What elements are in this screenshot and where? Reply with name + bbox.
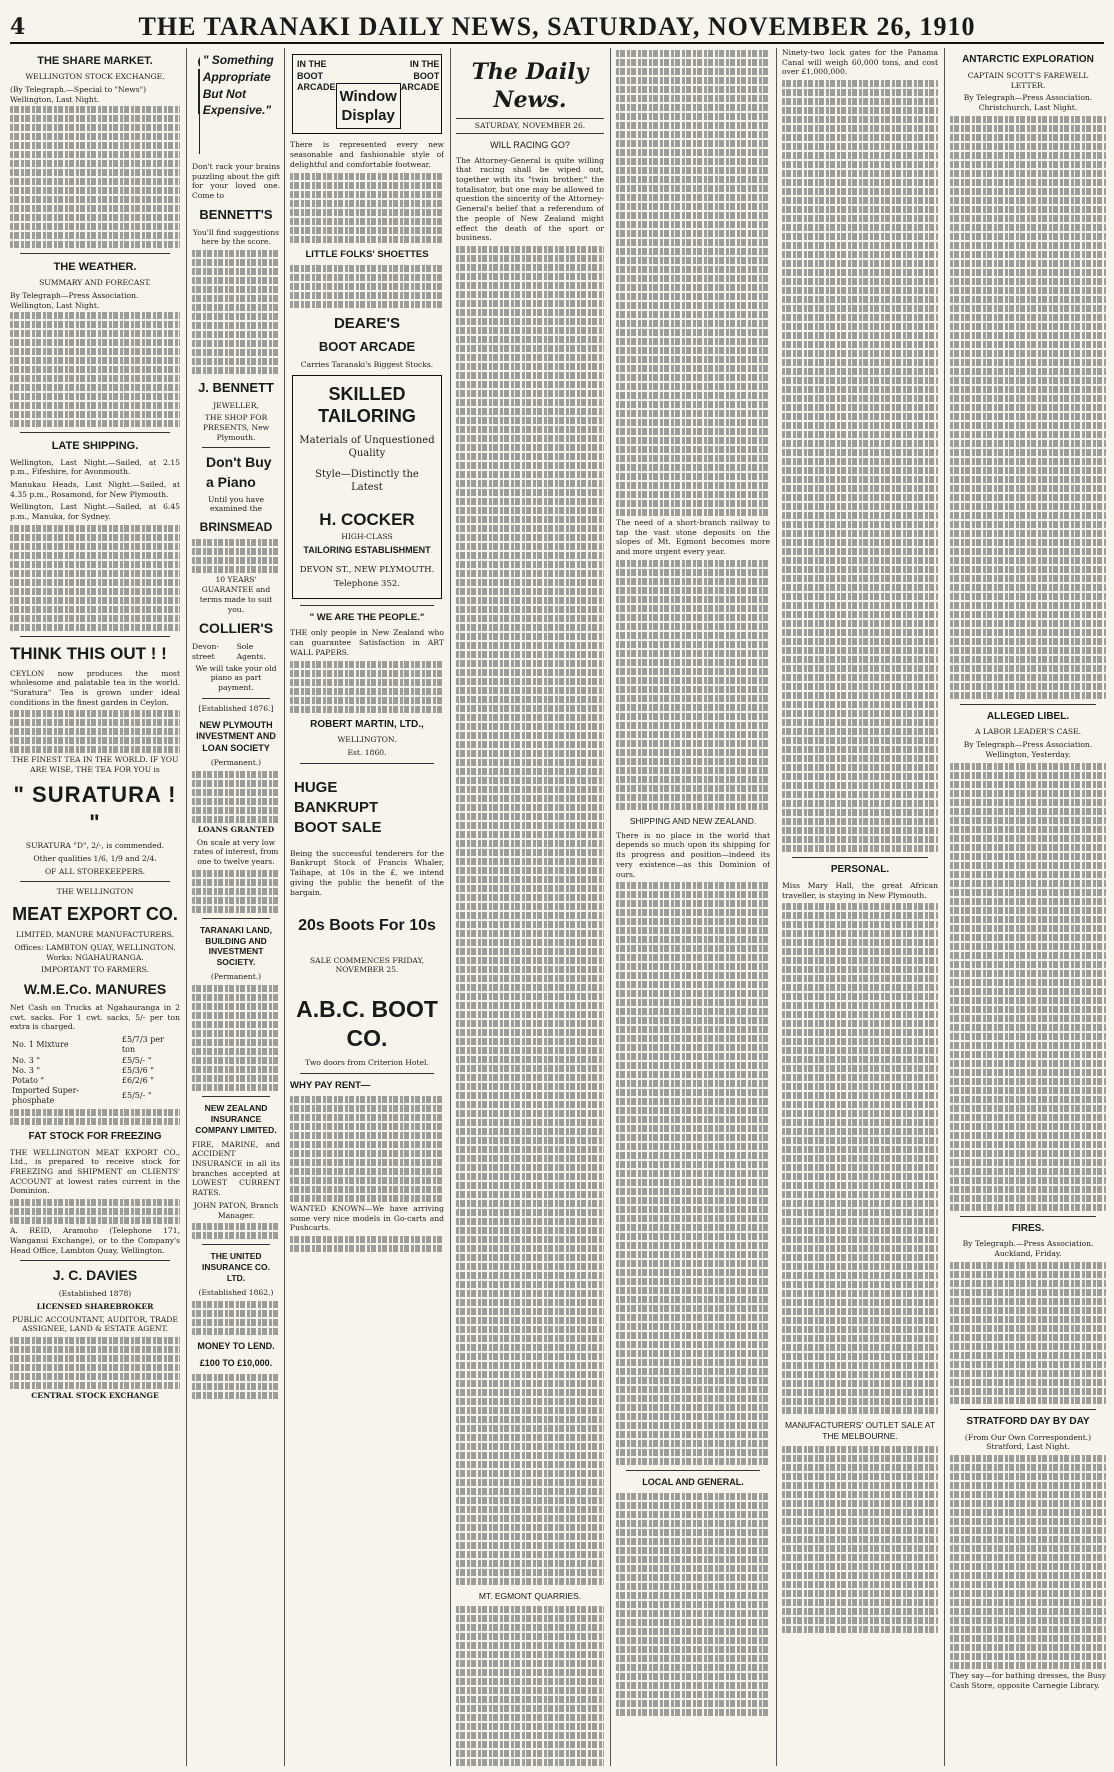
style-line: Style—Distinctly the Latest: [315, 469, 419, 493]
column-rule: [450, 48, 451, 1766]
newspaper-title: THE TARANAKI DAILY NEWS, SATURDAY, NOVEMBER 26, 1910: [138, 12, 976, 41]
boot-arcade-heading: BOOT ARCADE: [318, 338, 416, 354]
skilled-tailoring-heading: SKILLED TAILORING: [318, 384, 416, 426]
egmont-quarries-heading: MT. EGMONT QUARRIES.: [478, 1591, 582, 1602]
robert-martin-heading: ROBERT MARTIN, LTD.,: [310, 718, 424, 730]
share-market-heading: THE SHARE MARKET.: [37, 55, 153, 67]
why-pay-rent-heading: WHY PAY RENT—: [290, 1079, 371, 1091]
manures-text: Net Cash on Trucks at Ngahauranga in 2 cwt. sacks. For 1 cwt. sacks, 5/- per ton extra is charged.: [10, 1002, 180, 1032]
united-insurance-heading: THE UNITED INSURANCE CO. LTD.: [201, 1251, 270, 1283]
telephone-line: Telephone 352.: [334, 579, 400, 590]
stratford-subheading: (From Our Own Correspondent.) Stratford, Last Night.: [964, 1432, 1092, 1452]
colliers-street: Devon-street: [192, 642, 219, 661]
fires-heading: FIRES.: [1011, 1222, 1045, 1234]
think-text: CEYLON now produces the most wholesome and palatable tea in the world. "Suratura" Tea is grown under ideal conditions in the finest garden in Ceylon.: [10, 668, 180, 707]
money-to-lend-heading: MONEY TO LEND.: [197, 1340, 275, 1351]
manure-name: No. 3 ": [12, 1065, 41, 1075]
boots-20s-heading: 20s Boots For 10s: [298, 917, 436, 935]
manure-price: £5/5/- ": [121, 1091, 152, 1101]
libel-subheading: A LABOR LEADER'S CASE.: [974, 727, 1082, 737]
wanted-known-text: WANTED KNOWN—We have arriving some very nice models in Go-carts and Pushcarts.: [290, 1203, 444, 1233]
column-7: [950, 48, 1106, 1766]
abc-boot-heading: A.B.C. BOOT CO.: [296, 996, 438, 1052]
shipping-line: Wellington, Last Night.—Sailed, at 6.45 p.m., Manuka, for Sydney.: [10, 502, 180, 522]
daily-news-date: SATURDAY, NOVEMBER 26.: [456, 118, 604, 134]
column-rule: [186, 48, 187, 1766]
other-qualities: Other qualities 1/6, 1/9 and 2/4.: [33, 853, 157, 863]
racing-text: The Attorney-General is quite willing that racing shall be wiped out, together with its "twin brother," the totalisator, but one may be allowed to question the sincerity of the Attorney-General's belief that a referendum of the people of New Zealand might effect the death of the sport or business.: [456, 155, 604, 243]
window-text: There is represented every new seasonable and fashionable style of delightful and comfortable footwear.: [290, 140, 444, 169]
money-amount: £100 TO £10,000.: [199, 1358, 273, 1369]
something-appropriate-heading: " Something Appropriate But Not Expensive.": [202, 53, 274, 118]
column-6: [782, 48, 938, 1766]
column-4: [456, 48, 604, 1766]
column-3: [290, 48, 444, 1766]
huge-sale-text: Being the successful tenderers for the Bankrupt Stock of Francis Whaler, Taihape, at 10s in the £, we intend giving the public the benefit of the bargain.: [290, 848, 444, 897]
stratford-heading: STRATFORD DAY BY DAY: [966, 1415, 1090, 1427]
bennetts-tag: You'll find suggestions here by the score.: [192, 227, 280, 247]
antarctic-subheading: CAPTAIN SCOTT'S FAREWELL LETTER.: [967, 70, 1089, 90]
bennett-shop: THE SHOP FOR PRESENTS, New Plymouth.: [202, 413, 270, 442]
manure-name: No. 3 ": [12, 1055, 41, 1065]
window-display-heading: Window Display: [336, 83, 401, 129]
davies-licensed: LICENSED SHAREBROKER: [36, 1301, 154, 1311]
antarctic-heading: ANTARCTIC EXPLORATION: [962, 54, 1094, 65]
alleged-libel-heading: ALLEGED LIBEL.: [986, 710, 1070, 722]
carries-line: Carries Taranaki's Biggest Stocks.: [300, 359, 434, 369]
suratura-heading: " SURATURA ! ": [13, 781, 177, 836]
taranaki-land-permanent: (Permanent.): [210, 972, 262, 982]
devon-street: DEVON ST., NEW PLYMOUTH.: [299, 564, 435, 575]
manure-name: Potato ": [12, 1076, 45, 1086]
np-permanent: (Permanent.): [210, 758, 262, 768]
piano-heading: Don't Buy a Piano: [206, 454, 272, 491]
bennett-title: JEWELLER,: [213, 400, 259, 410]
masthead: [10, 12, 1104, 44]
weather-byline: By Telegraph—Press Association. Wellington, Last Night.: [10, 291, 139, 310]
shipping-line: Wellington, Last Night.—Sailed, at 2.15 p.m., Fifeshire, for Avonmouth.: [10, 457, 180, 477]
manure-name: No. 1 Mixture: [12, 1040, 69, 1050]
shipping-line: Manukau Heads, Last Night.—Sailed, at 4.35 p.m., Rosamond, for New Plymouth.: [10, 479, 180, 499]
share-market-subheading: WELLINGTON STOCK EXCHANGE.: [25, 72, 165, 82]
manure-price-table: [10, 1035, 180, 1107]
colliers-text: We will take your old piano as part payment.: [195, 663, 277, 693]
materials-line: Materials of Unquestioned Quality: [299, 435, 435, 460]
suratura-price: SURATURA "D", 2/-, is commended.: [25, 841, 165, 851]
boot-box-left: IN THE BOOT ARCADE: [297, 59, 336, 93]
people-text: THE only people in New Zealand who can guarantee Satisfaction in ART WALL PAPERS.: [290, 628, 444, 657]
brinsmead-heading: BRINSMEAD: [199, 520, 273, 535]
antarctic-byline: By Telegraph—Press Association. Christchurch, Last Night.: [963, 93, 1093, 112]
deares-heading: DEARE'S: [333, 314, 401, 332]
boot-arcade-box: [292, 54, 442, 134]
column-5: [616, 48, 770, 1766]
libel-byline: By Telegraph—Press Association. Wellington, Yesterday.: [963, 740, 1093, 759]
we-are-the-people-heading: " WE ARE THE PEOPLE.": [309, 612, 425, 624]
shipping-nz-heading: SHIPPING AND NEW ZEALAND.: [629, 815, 757, 826]
davies-roles: PUBLIC ACCOUNTANT, AUDITOR, TRADE ASSIGNEE, LAND & ESTATE AGENT.: [12, 1314, 178, 1334]
column-1: [10, 48, 180, 1766]
fires-byline: By Telegraph.—Press Association. Auckland, Friday.: [962, 1239, 1094, 1259]
column-rule: [776, 48, 777, 1766]
manure-name: Imported Super-phosphate: [12, 1086, 80, 1106]
farmers-line: IMPORTANT TO FARMERS.: [41, 965, 149, 975]
piano-guarantee: 10 YEARS' GUARANTEE and terms made to suit you.: [199, 575, 273, 614]
two-doors-line: Two doors from Criterion Hotel.: [305, 1057, 429, 1067]
robert-martin-est: Est. 1860.: [347, 748, 387, 758]
panama-text: Ninety-two lock gates for the Panama Canal will weigh 60,000 tons, and cost over £1,000,000.: [782, 48, 938, 77]
bennett-name: J. BENNETT: [198, 379, 274, 395]
table-row: [10, 1035, 180, 1055]
nz-insurance-text: FIRE, MARINE, and ACCIDENT INSURANCE in all its branches accepted at LOWEST CURRENT RATES.: [192, 1139, 280, 1198]
freezing-heading: FAT STOCK FOR FREEZING: [28, 1130, 162, 1142]
nz-insurance-heading: NEW ZEALAND INSURANCE COMPANY LIMITED.: [195, 1102, 277, 1135]
colliers-heading: COLLIER'S: [198, 620, 274, 637]
column-2: [192, 48, 280, 1766]
weather-heading: THE WEATHER.: [53, 261, 137, 274]
colliers-sole-agents: Sole Agents.: [236, 642, 266, 661]
np-investment-heading: NEW PLYMOUTH INVESTMENT AND LOAN SOCIETY: [196, 719, 276, 753]
column-rule: [284, 48, 285, 1766]
local-general-heading: LOCAL AND GENERAL.: [642, 1477, 744, 1488]
manure-price: £6/2/6 ": [121, 1076, 154, 1086]
will-racing-go-heading: WILL RACING GO?: [490, 140, 570, 151]
meat-offices: Offices: LAMBTON QUAY, WELLINGTON. Works: NGAHAURANGA.: [14, 942, 176, 962]
meat-export-heading: MEAT EXPORT CO.: [12, 904, 178, 925]
manure-price: £5/7/3 per ton: [121, 1035, 164, 1055]
shoettes-heading: LITTLE FOLKS' SHOETTES: [305, 248, 429, 260]
sale-commences: SALE COMMENCES FRIDAY, NOVEMBER 25.: [309, 955, 425, 975]
np-established: [Established 1876.]: [198, 703, 274, 713]
davies-footer: CENTRAL STOCK EXCHANGE: [31, 1391, 159, 1401]
page-number: 4: [10, 14, 26, 40]
manure-price: £5/3/6 ": [121, 1065, 154, 1075]
agent-text: A. REID, Aramoho (Telephone 171, Wanganui Exchange), or to the Company's Head Office, Lambton Quay, Wellington.: [10, 1226, 180, 1255]
davies-est: (Established 1878): [58, 1289, 132, 1299]
meat-sub: LIMITED, MANURE MANUFACTURERS.: [15, 930, 175, 940]
think-heading: THINK THIS OUT ! !: [10, 643, 167, 663]
table-row: [10, 1076, 180, 1086]
bathing-dresses-text: They say—for bathing dresses, the Busy Cash Store, opposite Carnegie Library.: [950, 1671, 1106, 1690]
manures-heading: W.M.E.Co. MANURES: [23, 981, 167, 998]
storekeepers-line: OF ALL STOREKEEPERS.: [44, 866, 146, 876]
piano-text: Until you have examined the: [208, 494, 264, 514]
taranaki-land-heading: TARANAKI LAND, BUILDING AND INVESTMENT SOCIETY.: [199, 924, 273, 968]
loans-text: On scale at very low rates of interest, from one to twelve years.: [193, 837, 279, 866]
robert-martin-city: WELLINGTON.: [337, 735, 397, 745]
table-row: [10, 1056, 180, 1066]
boot-box-right: IN THE BOOT ARCADE: [400, 59, 440, 93]
huge-sale-heading: HUGE BANKRUPT BOOT SALE: [294, 778, 382, 837]
cocker-ad: [292, 375, 442, 599]
manure-price: £5/5/- ": [121, 1055, 152, 1065]
bennetts-text: Don't rack your brains puzzling about the gift for your loved one. Come to: [192, 162, 280, 201]
loans-heading: LOANS GRANTED: [197, 824, 275, 834]
railway-text: The need of a short-branch railway to tap the vast stone deposits on the slopes of Mt. Egmont becomes more and more urgent every year.: [616, 518, 770, 557]
shipping-nz-text: There is no place in the world that depends so much upon its shipping for its progress and position—indeed its very existence—as this Dominion of ours.: [616, 830, 770, 879]
personal-heading: PERSONAL.: [830, 864, 890, 876]
tailoring-establishment: TAILORING ESTABLISHMENT: [303, 545, 431, 556]
finest-tea-text: THE FINEST TEA IN THE WORLD. IF YOU ARE WISE, THE TEA FOR YOU is: [11, 755, 179, 775]
table-row: [10, 1066, 180, 1076]
personal-text: Miss Mary Hall, the great African traveller, is staying in New Plymouth.: [782, 880, 938, 900]
cocker-heading: H. COCKER: [319, 509, 415, 529]
davies-heading: J. C. DAVIES: [52, 1267, 138, 1284]
high-class-line: HIGH-CLASS: [341, 532, 393, 542]
nz-insurance-manager: JOHN PATON, Branch Manager.: [193, 1200, 279, 1220]
share-market-byline: (By Telegraph.—Special to "News") Wellington, Last Night.: [10, 84, 147, 104]
meat-pre: THE WELLINGTON: [56, 887, 134, 897]
united-insurance-est: (Established 1862.): [198, 1287, 274, 1297]
late-shipping-heading: LATE SHIPPING.: [51, 440, 139, 453]
column-rule: [610, 48, 611, 1766]
daily-news-nameplate: The Daily News.: [471, 59, 589, 114]
bennetts-heading: BENNETT'S: [199, 206, 273, 222]
weather-subheading: SUMMARY AND FORECAST.: [39, 278, 151, 288]
freezing-text: THE WELLINGTON MEAT EXPORT CO., Ltd., is prepared to receive stock for FREEZING and SHIPMENT on CLIENTS' ACCOUNT at lowest rates current in the Dominion.: [10, 1147, 180, 1196]
table-row: [10, 1086, 180, 1106]
manufacturers-sale-heading: MANUFACTURERS' OUTLET SALE AT THE MELBOURNE.: [784, 1420, 936, 1442]
column-rule: [944, 48, 945, 1766]
gentleman-figure-icon: [192, 52, 200, 162]
